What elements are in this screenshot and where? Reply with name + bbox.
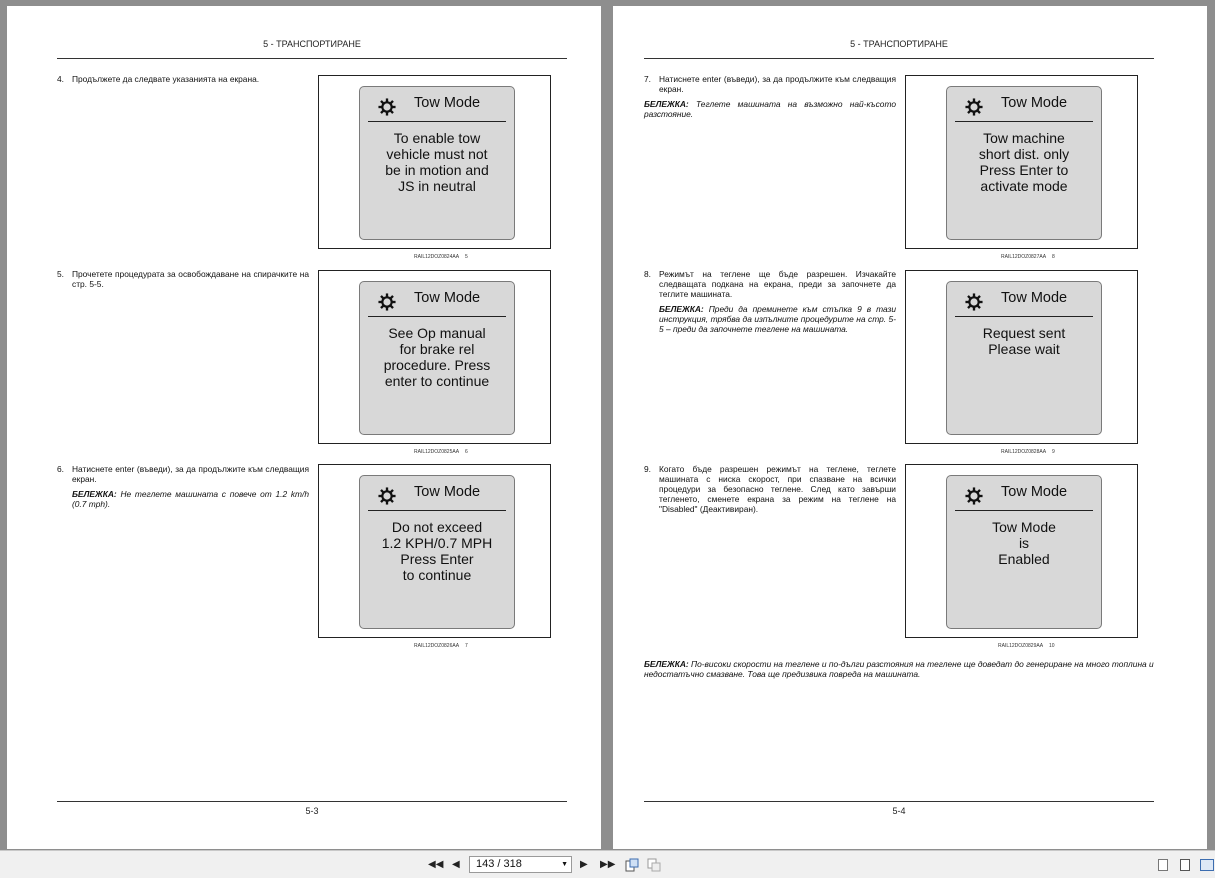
caption-code: RAIL12DOZ0829AA [998, 643, 1044, 649]
screen-header [368, 482, 506, 511]
display-screen [359, 281, 515, 435]
caption-number: 10 [1049, 643, 1055, 649]
step-text: Натиснете enter (въведи), за да продължите към следващия екран. [72, 464, 309, 484]
figure-caption [1001, 254, 1055, 260]
display-screen [946, 281, 1102, 435]
figure-frame [318, 464, 551, 638]
figure-caption [414, 449, 468, 455]
step-number: 8. [644, 269, 651, 279]
last-page-icon[interactable]: ▶▶ [600, 859, 616, 870]
closing-note [644, 659, 1156, 679]
viewer-toolbar [0, 850, 1215, 878]
screen-header [368, 288, 506, 317]
running-header: 5 - ТРАНСПОРТИРАНЕ [850, 39, 948, 49]
figure-caption [414, 254, 468, 260]
screen-title: Tow Mode [1001, 484, 1068, 500]
screen-message: Tow machine short dist. only Press Enter to activate mode [978, 130, 1070, 194]
figure-caption [414, 643, 468, 649]
caption-number: 6 [465, 449, 468, 455]
caption-number: 8 [1052, 254, 1055, 260]
footer-rule [644, 801, 1154, 802]
prev-page-icon[interactable]: ◀ [452, 859, 460, 870]
paste-page-icon[interactable] [647, 858, 661, 872]
gear-icon [378, 98, 396, 116]
screen-message: Tow Mode is Enabled [992, 519, 1056, 567]
screen-title: Tow Mode [1001, 290, 1068, 306]
figure-frame [318, 270, 551, 444]
display-screen [359, 86, 515, 240]
caption-number: 7 [465, 643, 468, 649]
caption-code: RAIL12DOZ0824AA [414, 254, 460, 260]
step-item [644, 74, 896, 119]
screen-header [955, 482, 1093, 511]
chevron-down-icon[interactable]: ▼ [561, 861, 568, 868]
caption-code: RAIL12DOZ0826AA [414, 643, 460, 649]
figure-frame [905, 75, 1138, 249]
first-page-icon[interactable]: ◀◀ [428, 859, 444, 870]
page-number: 5-3 [305, 806, 319, 816]
header-rule [644, 58, 1154, 59]
note-text: Преди да преминете към стъпка 9 в тази инструкция, трябва да изпълните процедурите на стр. 5-5 – преди да започнете теглене на машината. [659, 304, 897, 334]
step-text: Когато бъде разрешен режимът на теглене, теглете машината с ниска скорост, при спазване на всички процедури за безопасно теглене. След като завърши тегленето, сменете екрана за режим на теглене на "Disabled" (Деактивиран). [659, 464, 896, 514]
figure-caption [998, 643, 1055, 649]
gear-icon [378, 293, 396, 311]
header-rule [57, 58, 567, 59]
footer-rule [57, 801, 567, 802]
page-number: 5-4 [892, 806, 906, 816]
gear-icon [965, 293, 983, 311]
next-page-icon[interactable]: ▶ [580, 859, 588, 870]
step-note [72, 489, 309, 509]
step-number: 9. [644, 464, 651, 474]
running-header: 5 - ТРАНСПОРТИРАНЕ [263, 39, 361, 49]
figure-frame [905, 270, 1138, 444]
page-number-input[interactable] [469, 856, 572, 873]
note-label: БЕЛЕЖКА: [644, 99, 689, 109]
page-left [7, 6, 601, 849]
figure-caption [1001, 449, 1055, 455]
step-item [57, 464, 309, 509]
gear-icon [965, 98, 983, 116]
display-screen [359, 475, 515, 629]
screen-message: Do not exceed 1.2 KPH/0.7 MPH Press Enter to continue [381, 519, 493, 583]
note-label: БЕЛЕЖКА: [72, 489, 117, 499]
step-text: Режимът на теглене ще бъде разрешен. Изчакайте следващата подкана на екрана, преди за започнете да теглите машината. [659, 269, 896, 299]
screen-header [955, 93, 1093, 122]
screen-message: To enable tow vehicle must not be in motion and JS in neutral [385, 130, 489, 194]
note-text: Не теглете машината с повече от 1.2 km/h (0.7 mph). [72, 489, 309, 509]
step-item [644, 269, 896, 334]
gear-icon [965, 487, 983, 505]
step-number: 6. [57, 464, 64, 474]
step-number: 4. [57, 74, 64, 84]
note-label: БЕЛЕЖКА: [644, 659, 689, 669]
page-indicator: 143 / 318 [476, 858, 522, 870]
screen-message: See Op manual for brake rel procedure. Press enter to continue [383, 325, 491, 389]
figure-frame [318, 75, 551, 249]
screen-header [955, 288, 1093, 317]
step-note [659, 304, 896, 334]
single-page-view-icon[interactable] [1158, 859, 1168, 871]
step-text: Прочетете процедурата за освобождаване на спирачките на стр. 5-5. [72, 269, 309, 289]
screen-message: Request sent Please wait [982, 325, 1066, 357]
screen-title: Tow Mode [414, 484, 481, 500]
figure-frame [905, 464, 1138, 638]
note-text: По-високи скорости на теглене и по-дълги разстояния на теглене ще доведат до генериране на много топлина и недостатъчно смазване. Това ще предизвика повреда на машината. [644, 659, 1154, 679]
continuous-view-icon[interactable] [1180, 859, 1190, 871]
note-label: БЕЛЕЖКА: [659, 304, 704, 314]
step-number: 7. [644, 74, 651, 84]
step-note [644, 99, 896, 119]
step-text: Натиснете enter (въведи), за да продължите към следващия екран. [659, 74, 896, 94]
screen-title: Tow Mode [1001, 95, 1068, 111]
screen-title: Tow Mode [414, 290, 481, 306]
caption-number: 9 [1052, 449, 1055, 455]
caption-code: RAIL12DOZ0827AA [1001, 254, 1047, 260]
step-item [57, 269, 309, 289]
step-number: 5. [57, 269, 64, 279]
two-page-view-icon[interactable] [1200, 859, 1214, 871]
caption-code: RAIL12DOZ0828AA [1001, 449, 1047, 455]
step-item [644, 464, 896, 514]
copy-page-icon[interactable] [625, 858, 639, 872]
page-right [613, 6, 1207, 849]
gear-icon [378, 487, 396, 505]
screen-title: Tow Mode [414, 95, 481, 111]
step-text: Продължете да следвате указанията на екрана. [72, 74, 260, 84]
caption-number: 5 [465, 254, 468, 260]
step-item [57, 74, 309, 84]
screen-header [368, 93, 506, 122]
display-screen [946, 475, 1102, 629]
caption-code: RAIL12DOZ0825AA [414, 449, 460, 455]
note-text: Теглете машината на възможно най-късото разстояние. [644, 99, 896, 119]
display-screen [946, 86, 1102, 240]
